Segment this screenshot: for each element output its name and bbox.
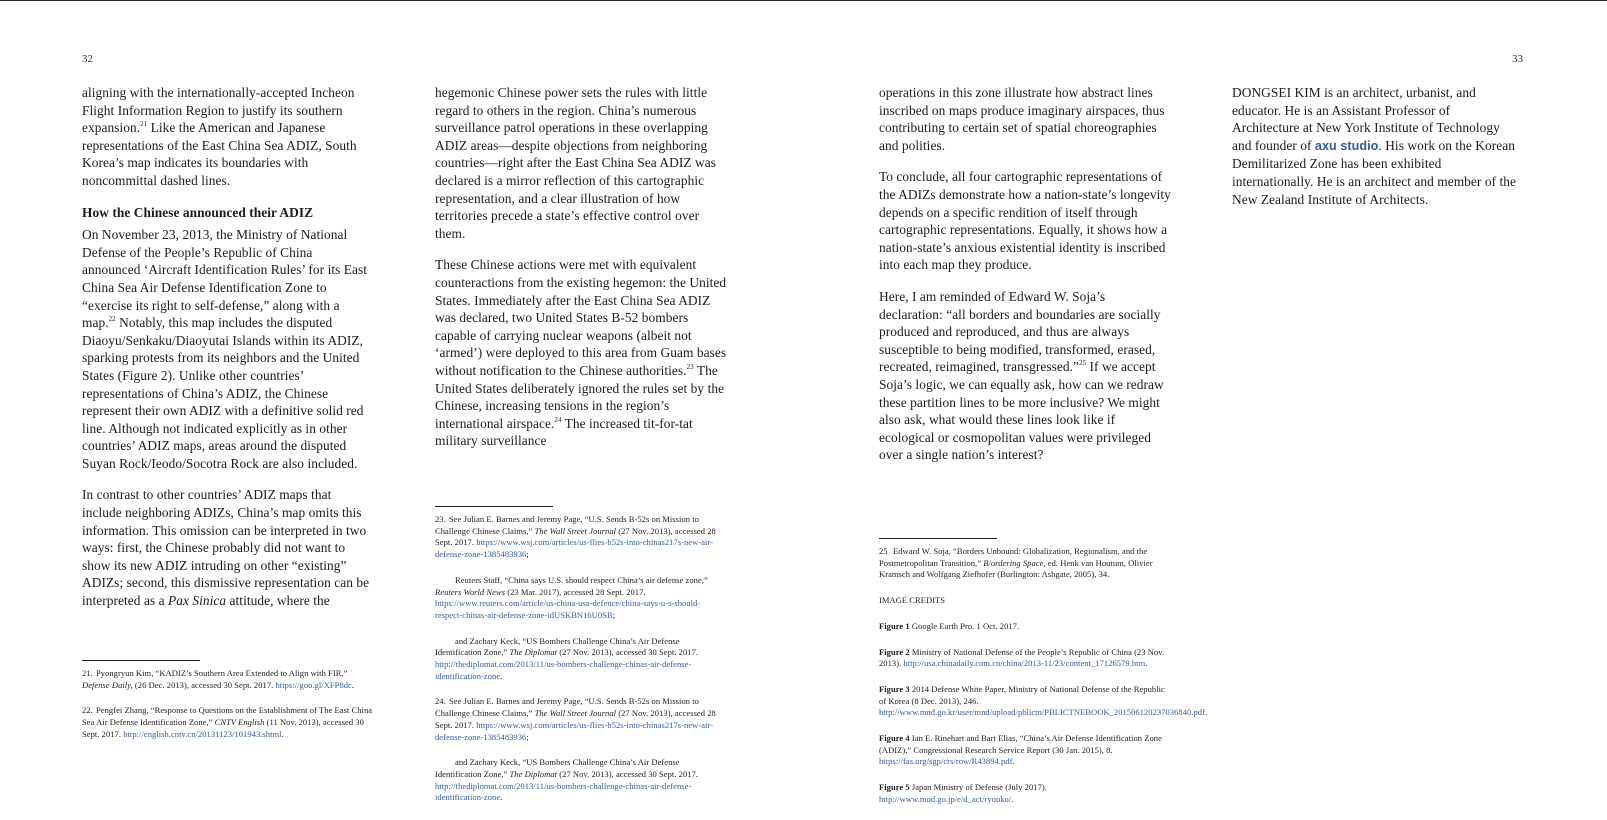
footnote-21: 21. Pyongryun Kim, “KADIZ’s Southern Area Extended to Align with FIR,” Defense Daily, (26 Dec. 2013), accessed 30 Sept. 2017. https://goo.gl/XFP8dc. (82, 668, 355, 690)
column-1 (82, 84, 374, 624)
page-number-right: 33 (1512, 53, 1523, 65)
body-paragraph: These Chinese actions were met with equivalent counteractions from the existing hegemon: the United States. Immediately after the East China Sea ADIZ was declared, two United States B-52 bombers capable of carrying nuclear weapons (albeit not ‘armed’) were deployed to this area from Guam bases without notification to the Chinese authorities.$^{23}$ The United States deliberately ignored the rules set by the Chinese, increasing tensions in the region’s international airspace.$^{24}$ The increased tit-for-tat military surveillance (435, 257, 727, 449)
column-3 (879, 84, 1171, 478)
footnote-link[interactable]: http://thediplomat.com/2013/11/us-bombers-challenge-chinas-air-defense-identification-zone (435, 780, 692, 803)
footnote-rule (435, 506, 553, 507)
section-heading: How the Chinese announced their ADIZ (82, 204, 314, 220)
figure-credit-1: Figure 1 Google Earth Pro. 1 Oct. 2017. (879, 620, 1020, 631)
footnote-link[interactable]: http://thediplomat.com/2013/11/us-bombers-challenge-chinas-air-defense-identification-zone (435, 659, 692, 681)
author-bio: DONGSEI KIM is an architect, urbanist, and educator. He is an Assistant Professor of Architecture at New York Institute of Technology and founder of axu studio. His work on the Korean Demilitarized Zone has been exhibited internationally. He is an architect and member of the New Zealand Institute of Architects. (1232, 85, 1516, 207)
footnote-24: 24. See Julian E. Barnes and Jeremy Page, “U.S. Sends B-52s on Mission to Challenge Chinese Claims,” The Wall Street Journal (27 Nov. 2013), accessed 28 Sept. 2017. https://www.wsj.com/articles/us-flies-b52s-into-chinas217s-new-air-defense-zone-1385483936; (435, 696, 716, 742)
footnote-rule (82, 660, 200, 661)
body-paragraph: To conclude, all four cartographic representations of the ADIZs demonstrate how a nation-state’s longevity depends on a specific rendition of itself through cartographic representations. Equally, it shows how a nation-state’s anxious existential identity is inscribed into each map they produce. (879, 169, 1171, 273)
footnote-link[interactable]: http://english.cntv.cn/20131123/101943.shtml (123, 728, 282, 739)
footnote-25: 25 Edward W. Soja, “Borders Unbound: Globalization, Regionalism, and the Postmetropolitan Transition,” B/ordering Space, ed. Henk van Houtum, Olivier Kramsch and Wolfgang Ziefhofer (Burlington: Ashgate, 2005), 34. (879, 546, 1153, 580)
column-2 (435, 84, 727, 464)
footnotes-col-2 (435, 506, 727, 818)
column-4-bio (1232, 84, 1517, 222)
body-paragraph: On November 23, 2013, the Ministry of National Defense of the People’s Republic of China announced ‘Aircraft Identification Rules’ for its East China Sea Air Defense Identification Zone to “exercise its right to self-defense,” along with a map.$^{22}$ Notably, this map includes the disputed Diaoyu/Senkaku/Diaoyutai Islands within its ADIZ, sparking protests from its neighbors and the United States (Figure 2). Unlike other countries’ representations of China’s ADIZ, the Chinese represent their own ADIZ with a definitive solid red line. Although not indicated explicitly as in other countries’ ADIZ maps, areas around the disputed Suyan Rock/Ieodo/Socotra Rock are also included. (82, 227, 368, 471)
footnote-ref[interactable]: 24 (554, 415, 562, 424)
axu-studio-link[interactable]: axu studio (1314, 138, 1379, 153)
footnote-23-keck: and Zachary Keck, “US Bombers Challenge China’s Air Defense Identification Zone,” The Diplomat (27 Nov. 2013), accessed 30 Sept. 2017. http://thediplomat.com/2013/11/us-bombers-challenge-chinas-air-defense-identification-zone. (435, 635, 699, 681)
image-credits-heading: IMAGE CREDITS (879, 595, 946, 606)
footnote-23: 23. See Julian E. Barnes and Jeremy Page, “U.S. Sends B-52s on Mission to Challenge Chinese Claims,” The Wall Street Journal (27 Nov. 2013), accessed 28 Sept. 2017. https://www.wsj.com/articles/us-flies-b52s-into-chinas217s-new-air-defense-zone-1385483936; (435, 514, 716, 560)
body-paragraph: aligning with the internationally-accepted Incheon Flight Information Region to justify its southern expansion.$^{21}$ Like the American and Japanese representations of the East China Sea ADIZ, South Korea’s map indicates its boundaries with noncommittal dashed lines. (82, 85, 357, 188)
body-paragraph: hegemonic Chinese power sets the rules with little regard to others in the region. China’s numerous surveillance patrol operations in these overlapping ADIZ areas—despite objections from neighboring countries—right after the East China Sea ADIZ was declared is a mirror reflection of this cartographic representation, and a clear illustration of how territories precede a state’s effective control over them. (435, 85, 716, 241)
footnote-rule (879, 538, 997, 539)
footnote-ref[interactable]: 21 (140, 120, 148, 129)
credit-link[interactable]: http://usa.chinadaily.com.cn/china/2013-11/23/content_17126579.htm (903, 658, 1146, 669)
footnote-link[interactable]: https://www.reuters.com/article/us-china-usa-defence/china-says-u-s-should-respect-chinas-air-defense-zone-idUSKBN16U0SB (435, 598, 701, 620)
credit-link[interactable]: http://www.mnd.go.kr/user/mnd/upload/pblictn/PBLICTNEBOOK_201506120237036840.pdf (879, 707, 1205, 718)
credit-link[interactable]: https://fas.org/sgp/crs/row/R43894.pdf (879, 756, 1013, 767)
footnote-ref[interactable]: 22 (108, 315, 116, 324)
credit-link[interactable]: http://www.mod.go.jp/e/d_act/ryouku/ (879, 793, 1012, 804)
figure-credit-4: Figure 4 Ian E. Rinehart and Bart Elias, “China’s Air Defense Identification Zone (ADIZ),” Congressional Research Service Report (30 Jan. 2015), 8. https://fas.org/sgp/crs/row/R43894.pdf. (879, 733, 1162, 767)
body-paragraph: operations in this zone illustrate how abstract lines inscribed on maps produce imaginary airspaces, thus contributing to certain set of spatial choreographies and polities. (879, 85, 1165, 153)
footnotes-col-3 (879, 538, 1208, 820)
footnote-ref[interactable]: 23 (686, 362, 694, 371)
figure-credit-3: Figure 3 2014 Defense White Paper, Ministry of National Defense of the Republic of Korea (8 Dec. 2013), 246. http://www.mnd.go.kr/user/mnd/upload/pblictn/PBLICTNEBOOK_201506120237036840.pdf. (879, 683, 1208, 718)
footnote-23-reuters: Reuters Staff, “China says U.S. should respect China’s air defense zone,” Reuters World News (23 Mar. 2017), accessed 28 Sept. 2017. https://www.reuters.com/article/us-china-usa-defence/china-says-u-s-should-respect-chinas-air-defense-zone-idUSKBN16U0SB; (435, 574, 708, 620)
footnote-24-keck: and Zachary Keck, “US Bombers Challenge China’s Air Defense Identification Zone,” The Diplomat (27 Nov. 2013), accessed 30 Sept. 2017. http://thediplomat.com/2013/11/us-bombers-challenge-chinas-air-defense-identification-zone. (435, 757, 699, 803)
body-paragraph: Here, I am reminded of Edward W. Soja’s declaration: “all borders and boundaries are socially produced and reproduced, and thus are always susceptible to being modified, transformed, erased, recreated, reimagined, transgressed.”$^{25}$ If we accept Soja’s logic, we can equally ask, how can we redraw these partition lines to be more inclusive? We might also ask, what would these lines look like if ecological or cosmopolitan values were privileged over a single nation’s interest? (879, 288, 1164, 463)
figure-credit-5: Figure 5 Japan Ministry of Defense (July 2017). http://www.mod.go.jp/e/d_act/ryouku/. (879, 782, 1047, 804)
figure-credit-2: Figure 2 Ministry of National Defense of the People’s Republic of China (23 Nov. 2013). http://usa.chinadaily.com.cn/china/2013-11/23/content_17126579.htm. (879, 646, 1165, 669)
footnotes-col-1 (82, 660, 374, 755)
body-paragraph: In contrast to other countries’ ADIZ maps that include neighboring ADIZs, China’s map omits this information. This omission can be interpreted in two ways: first, the Chinese probably did not want to show its new ADIZ intruding on other “existing” ADIZs; second, this dismissive representation can be interpreted as a Pax Sinica attitude, where the (82, 487, 370, 609)
page-number-left: 32 (82, 53, 93, 65)
footnote-22: 22. Pengfei Zhang, “Response to Questions on the Establishment of The East China Sea Air Defense Identification Zone,” CNTV English (11 Nov. 2013), accessed 30 Sept. 2017. http://english.cntv.cn/20131123/101943.shtml. (82, 705, 373, 739)
footnote-link[interactable]: https://www.wsj.com/articles/us-flies-b52s-into-chinas217s-new-air-defense-zone-1385483936 (435, 537, 714, 560)
footnote-link[interactable]: https://goo.gl/XFP8dc (275, 679, 352, 690)
footnote-ref[interactable]: 25 (1079, 359, 1087, 368)
footnote-link[interactable]: https://www.wsj.com/articles/us-flies-b52s-into-chinas217s-new-air-defense-zone-1385483936 (435, 719, 714, 742)
top-border-line (0, 0, 1607, 1)
